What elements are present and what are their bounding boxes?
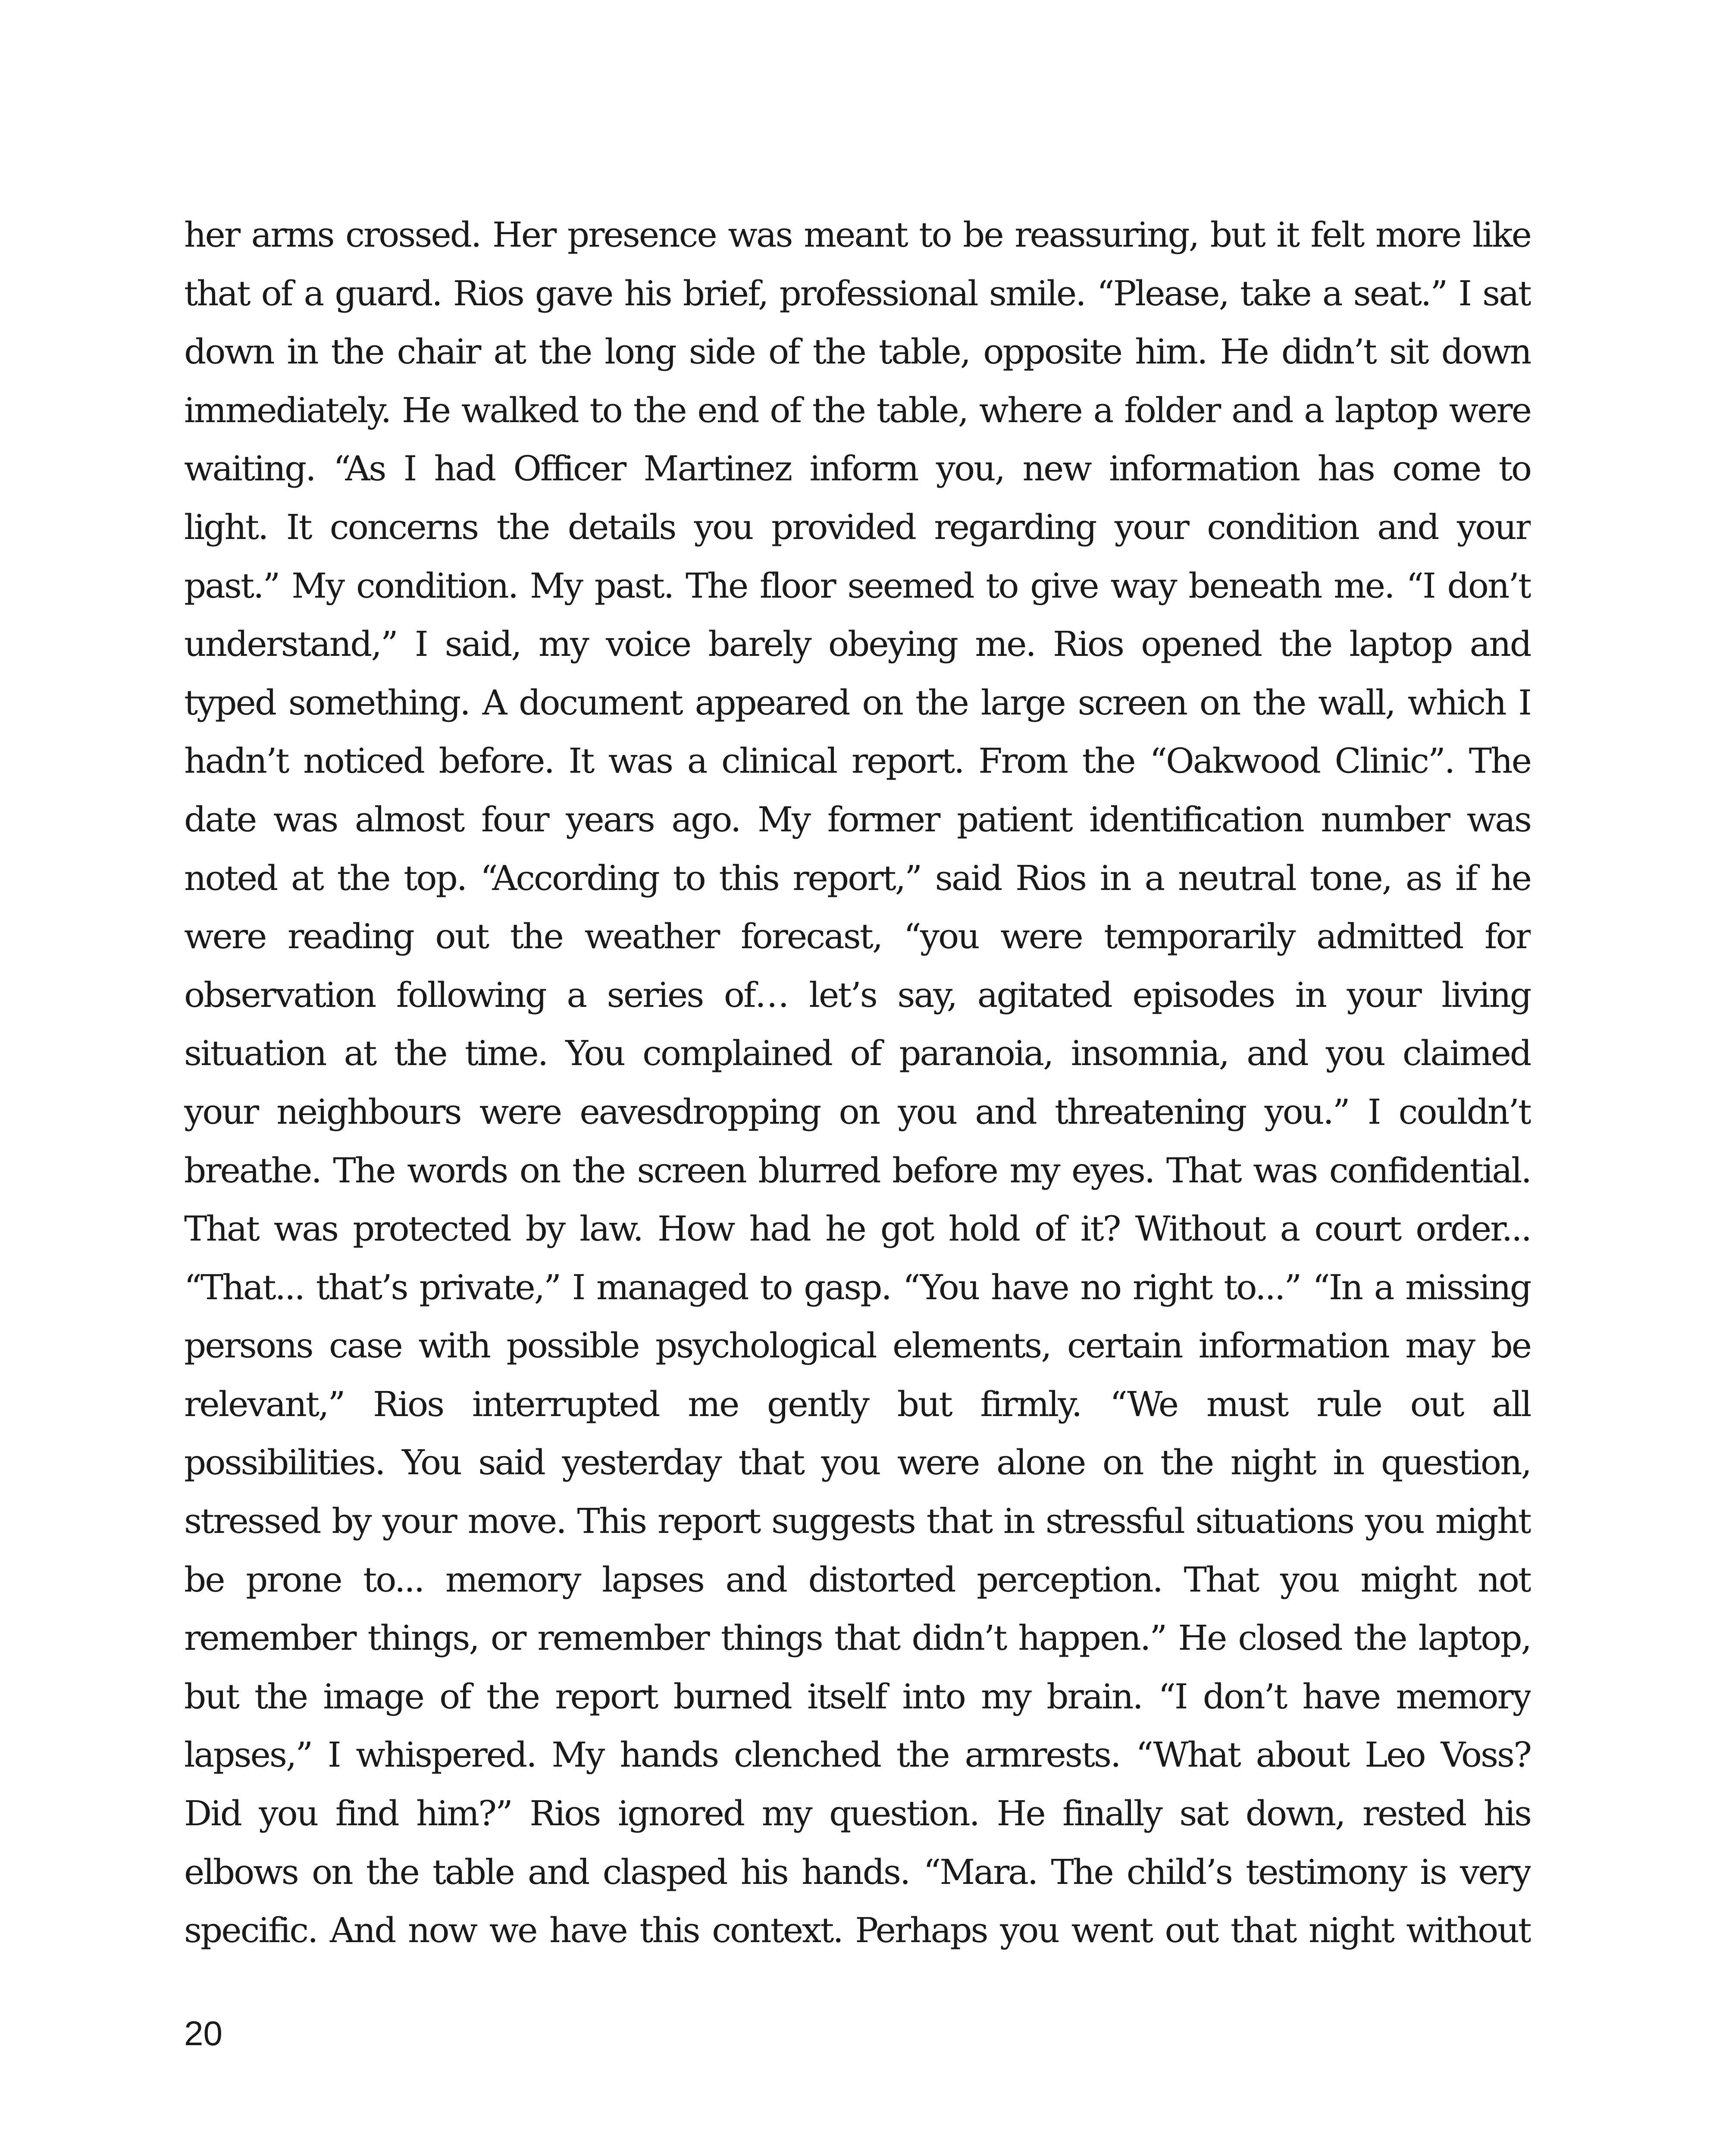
text-line: past.” My condition. My past. The floor seemed to give way beneath me. “I don’t [184,565,1531,606]
text-line: noted at the top. “According to this report,” said Rios in a neutral tone, as if he [184,858,1531,898]
text-line: down in the chair at the long side of the table, opposite him. He didn’t sit down [184,332,1531,372]
text-line: breathe. The words on the screen blurred before my eyes. That was confidential. [184,1150,1531,1191]
text-line: lapses,” I whispered. My hands clenched the armrests. “What about Leo Voss? [184,1735,1531,1775]
text-line: hadn’t noticed before. It was a clinical report. From the “Oakwood Clinic”. The [184,741,1531,781]
text-line: Did you find him?” Rios ignored my question. He finally sat down, rested his [184,1793,1531,1834]
text-line: your neighbours were eavesdropping on you and threatening you.” I couldn’t [184,1091,1531,1132]
text-line: relevant,” Rios interrupted me gently but firmly. “We must rule out all [184,1384,1531,1424]
text-line: typed something. A document appeared on the large screen on the wall, which I [184,682,1531,723]
text-line: her arms crossed. Her presence was meant to be reassuring, but it felt more like [184,215,1531,255]
text-line: waiting. “As I had Officer Martinez inform you, new information has come to [184,448,1531,489]
text-line: persons case with possible psychological elements, certain information may be [184,1326,1531,1366]
text-line: were reading out the weather forecast, “you were temporarily admitted for [184,916,1531,957]
text-line: stressed by your move. This report suggests that in stressful situations you might [184,1501,1531,1542]
text-line: be prone to... memory lapses and distorted perception. That you might not [184,1559,1531,1600]
text-line: remember things, or remember things that didn’t happen.” He closed the laptop, [184,1618,1531,1658]
text-line: light. It concerns the details you provided regarding your condition and your [184,507,1531,547]
text-line: That was protected by law. How had he got hold of it? Without a court order... [184,1209,1531,1249]
text-line: immediately. He walked to the end of the table, where a folder and a laptop were [184,390,1531,430]
text-line: “That... that’s private,” I managed to gasp. “You have no right to...” “In a missing [184,1267,1531,1307]
text-line: possibilities. You said yesterday that you were alone on the night in question, [184,1442,1531,1483]
text-line: elbows on the table and clasped his hands. “Mara. The child’s testimony is very [184,1852,1531,1892]
text-line: that of a guard. Rios gave his brief, professional smile. “Please, take a seat.” I sat [184,273,1531,313]
text-line: date was almost four years ago. My former patient identification number was [184,799,1531,840]
page-number: 20 [184,2014,222,2053]
text-line: situation at the time. You complained of paranoia, insomnia, and you claimed [184,1033,1531,1074]
text-line: understand,” I said, my voice barely obeying me. Rios opened the laptop and [184,624,1531,664]
body-text [184,206,1531,1960]
text-line: observation following a series of… let’s say, agitated episodes in your living [184,975,1531,1015]
text-line: but the image of the report burned itself into my brain. “I don’t have memory [184,1676,1531,1717]
text-line: specific. And now we have this context. Perhaps you went out that night without [184,1910,1531,1951]
